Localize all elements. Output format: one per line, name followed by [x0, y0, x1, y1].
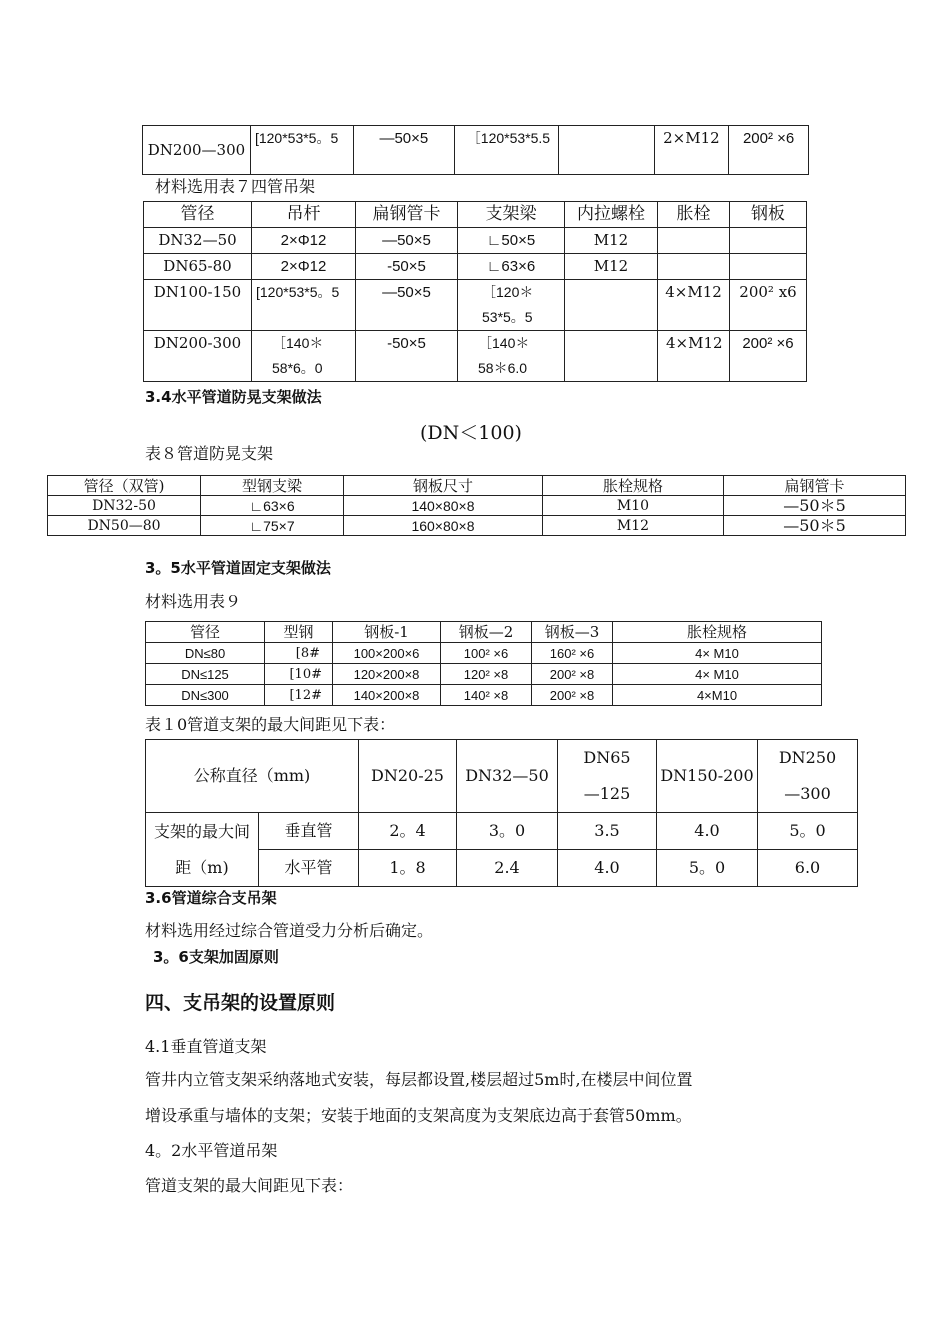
- table-cell: [658, 254, 730, 280]
- table10: [145, 739, 858, 887]
- table-cell: —50×5: [356, 280, 458, 331]
- table-cell: 2×Φ12: [252, 254, 356, 280]
- table-cell: ∟63×6: [201, 496, 344, 516]
- table-cell: 160² ×6: [532, 643, 613, 664]
- table-cell: 200² x6: [730, 280, 807, 331]
- table-cell: 4× M10: [613, 643, 822, 664]
- table-row: [48, 516, 906, 536]
- table-cell: 140×80×8: [344, 496, 543, 516]
- table-cell: DN32—50: [144, 228, 252, 254]
- table-cell: DN100-150: [144, 280, 252, 331]
- table-cell: 4× M10: [613, 664, 822, 685]
- table-cell: [730, 228, 807, 254]
- table-header-cell: 钢板-1: [333, 622, 441, 643]
- table-row: [144, 280, 807, 331]
- table-row: [146, 664, 822, 685]
- table-header-cell: 胀栓规格: [613, 622, 822, 643]
- table-header-row: [48, 476, 906, 496]
- table-cell: 4×M12: [658, 280, 730, 331]
- table-cell: ［140＊58*6。0: [252, 331, 356, 382]
- table-cell: 200² ×6: [729, 126, 809, 175]
- table-cell: DN200—300: [143, 126, 251, 175]
- table-header-cell: 扁钢管卡: [724, 476, 906, 496]
- table-cell: 140×200×8: [333, 685, 441, 706]
- table8: [47, 475, 906, 536]
- table-cell: DN32-50: [48, 496, 201, 516]
- table-row-label: 垂直管: [259, 813, 359, 850]
- table-cell: 4×M10: [613, 685, 822, 706]
- table-cell: 200² ×8: [532, 685, 613, 706]
- table-cell: M10: [543, 496, 724, 516]
- table-cell: 6.0: [758, 850, 858, 887]
- table-cell: 100×200×6: [333, 643, 441, 664]
- table-header-cell: 管径: [146, 622, 265, 643]
- table-cell: 5。0: [758, 813, 858, 850]
- table-cell: 2×Φ12: [252, 228, 356, 254]
- table-cell: -50×5: [356, 254, 458, 280]
- table-cell: [10#: [265, 664, 333, 685]
- table-header-row: [144, 202, 807, 228]
- table-header-cell: 钢板—2: [441, 622, 532, 643]
- table-row: [144, 254, 807, 280]
- table-cell: —50×5: [356, 228, 458, 254]
- table-cell: ∟63×6: [458, 254, 565, 280]
- section-3-4-subtitle: (DN＜100): [420, 422, 522, 444]
- table-cell: 120² ×8: [441, 664, 532, 685]
- table-header-cell: 扁钢管卡: [356, 202, 458, 228]
- paragraph: 管道支架的最大间距见下表：: [145, 1176, 354, 1195]
- table-row: [146, 813, 858, 850]
- table-row: [48, 496, 906, 516]
- table-cell: [120*53*5。5: [252, 280, 356, 331]
- table-row-label: 水平管: [259, 850, 359, 887]
- table-cell: 160×80×8: [344, 516, 543, 536]
- section-3-6-reinforce-title: 3。6支架加固原则: [153, 948, 279, 966]
- table-cell: —50×5: [353, 126, 454, 175]
- section-3-6-title: 3.6管道综合支吊架: [145, 889, 277, 907]
- chapter-4-title: 四、支吊架的设置原则: [145, 992, 336, 1014]
- table-cell: 200² ×6: [730, 331, 807, 382]
- table-header-cell: 钢板: [730, 202, 807, 228]
- table-cell: -50×5: [356, 331, 458, 382]
- table-header-cell: 内拉螺栓: [565, 202, 658, 228]
- table-header-cell: 支架梁: [458, 202, 565, 228]
- table-cell: [565, 331, 658, 382]
- table-row: [143, 126, 809, 175]
- table-header-cell: 钢板尺寸: [344, 476, 543, 496]
- table-cell: 5。0: [657, 850, 758, 887]
- section-4-2-title: 4。2水平管道吊架: [145, 1141, 278, 1160]
- table-cell: ［120*53*5.5: [454, 126, 558, 175]
- table7-caption: 材料选用表７四管吊架: [155, 177, 316, 196]
- table-cell: 2×M12: [654, 126, 729, 175]
- table-cell: 3.5: [558, 813, 657, 850]
- section-4-1-title: 4.1垂直管道支架: [145, 1037, 267, 1056]
- table-cell: 140² ×8: [441, 685, 532, 706]
- table-cell: 4.0: [657, 813, 758, 850]
- paragraph: 管井内立管支架采纳落地式安装，每层都设置,楼层超过5m时,在楼层中间位置: [145, 1070, 693, 1089]
- table-header-cell: 管径（双管): [48, 476, 201, 496]
- table-header-cell: DN32—50: [457, 740, 558, 813]
- table-cell: 2。4: [359, 813, 457, 850]
- table-header-cell: 管径: [144, 202, 252, 228]
- table-cell: ∟50×5: [458, 228, 565, 254]
- table-cell: [658, 228, 730, 254]
- table-cell: —50＊5: [724, 516, 906, 536]
- table-header-row: [146, 740, 858, 813]
- table-cell: ［140＊58＊6.0: [458, 331, 565, 382]
- table-cell: DN200-300: [144, 331, 252, 382]
- table-header-cell: 公称直径（mm): [146, 740, 359, 813]
- table-cell: DN≤80: [146, 643, 265, 664]
- table-cell: DN≤125: [146, 664, 265, 685]
- table-cell: [8#: [265, 643, 333, 664]
- table-row: [146, 643, 822, 664]
- table-cell: 120×200×8: [333, 664, 441, 685]
- table-cell: DN≤300: [146, 685, 265, 706]
- table-header-cell: 吊杆: [252, 202, 356, 228]
- table-cell: [558, 126, 654, 175]
- table8-caption: 表８管道防晃支架: [145, 444, 274, 463]
- table-header-cell: DN20-25: [359, 740, 457, 813]
- table-cell: 1。8: [359, 850, 457, 887]
- table-header-row: [146, 622, 822, 643]
- table-header-cell: 胀栓规格: [543, 476, 724, 496]
- section-3-5-title: 3。5水平管道固定支架做法: [145, 559, 331, 577]
- table-row: [144, 228, 807, 254]
- table-cell: M12: [543, 516, 724, 536]
- table7: [143, 201, 807, 382]
- table-cell: [565, 280, 658, 331]
- table-header-cell: DN150-200: [657, 740, 758, 813]
- table-cell: 4.0: [558, 850, 657, 887]
- table-cell: [120*53*5。5: [250, 126, 353, 175]
- table-cell: —50＊5: [724, 496, 906, 516]
- table9-caption: 材料选用表９: [145, 592, 242, 611]
- table-cell: 3。0: [457, 813, 558, 850]
- table-row: [146, 685, 822, 706]
- section-3-6-text: 材料选用经过综合管道受力分析后确定。: [145, 921, 434, 940]
- table-cell: [730, 254, 807, 280]
- table-cell: 4×M12: [658, 331, 730, 382]
- table9: [145, 621, 822, 706]
- table-header-cell: DN65—125: [558, 740, 657, 813]
- table-cell: 200² ×8: [532, 664, 613, 685]
- table-header-cell: 型钢支梁: [201, 476, 344, 496]
- table-cell: [12#: [265, 685, 333, 706]
- table-header-cell: DN250—300: [758, 740, 858, 813]
- paragraph: 增设承重与墙体的支架；安装于地面的支架高度为支架底边高于套管50mm。: [145, 1106, 692, 1125]
- table-cell: M12: [565, 254, 658, 280]
- table-cell: ∟75×7: [201, 516, 344, 536]
- table-header-cell: 型钢: [265, 622, 333, 643]
- table-cell: M12: [565, 228, 658, 254]
- table-row: [144, 331, 807, 382]
- table-header-cell: 钢板—3: [532, 622, 613, 643]
- table-cell: 2.4: [457, 850, 558, 887]
- table-header-cell: 胀栓: [658, 202, 730, 228]
- table-cell: DN50—80: [48, 516, 201, 536]
- table-cell: 100² ×6: [441, 643, 532, 664]
- section-3-4-title: 3.4水平管道防晃支架做法: [145, 388, 322, 406]
- table-cell: ［120＊53*5。5: [458, 280, 565, 331]
- table-row-group-label: 支架的最大间距（m): [146, 813, 259, 887]
- table-continued: [142, 125, 809, 175]
- table10-caption: 表１0管道支架的最大间距见下表：: [145, 715, 396, 734]
- table-cell: DN65-80: [144, 254, 252, 280]
